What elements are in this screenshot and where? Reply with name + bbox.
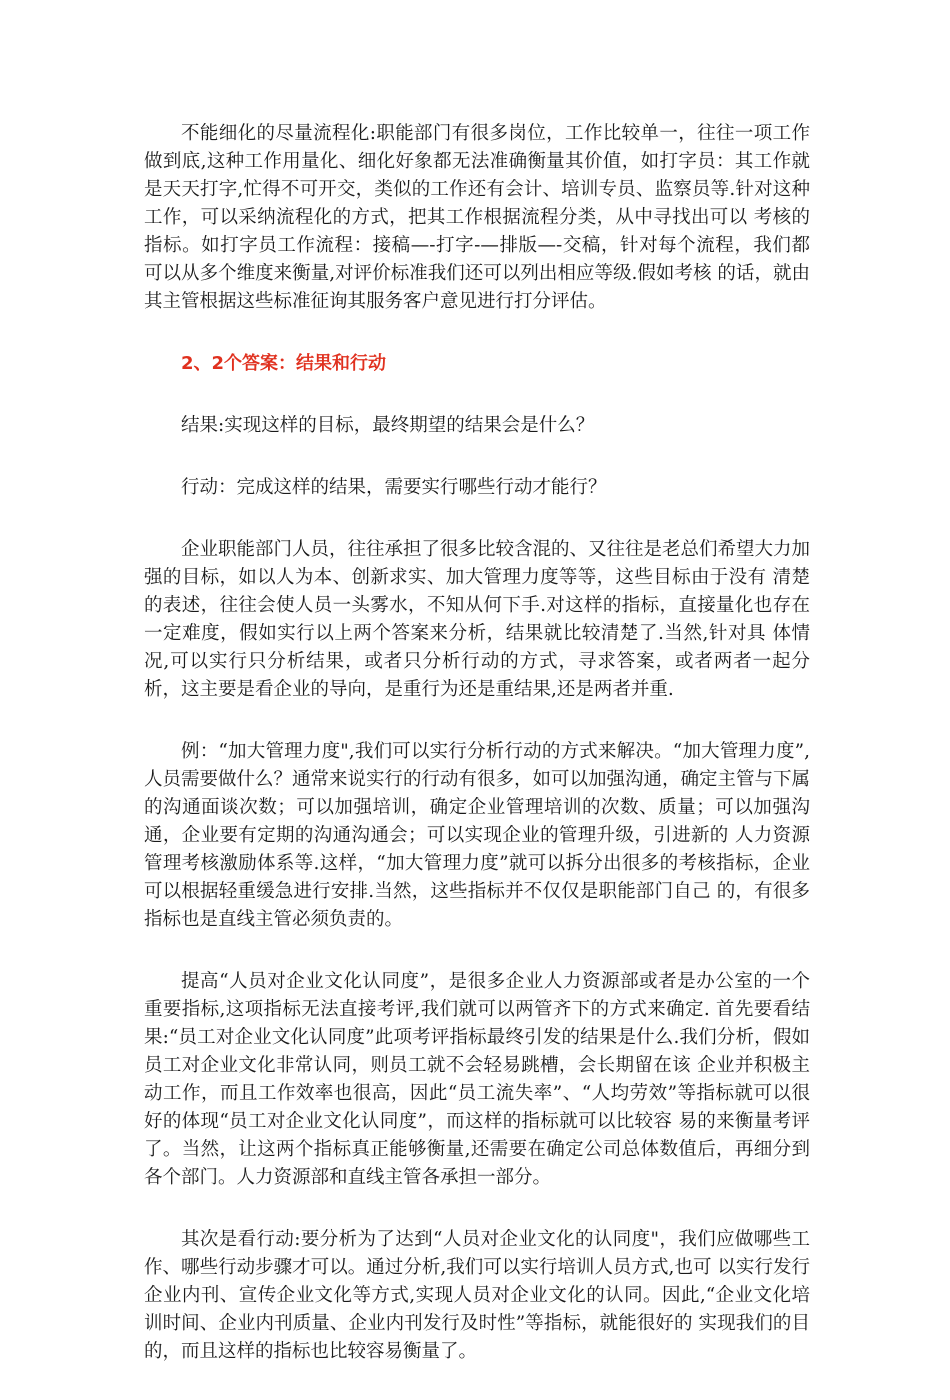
paragraph-culture-identity-results: 提高“人员对企业文化认同度”，是很多企业人力资源部或者是办公室的一个重要指标,这项指标无法直接考评,我们就可以两管齐下的方式来确定. 首先要看结果:“员工对企业文化认同度”此项考评指标最终引发的结果是什么.我们分析，假如员工对企业文化非常认同，则员工就不会轻易跳槽，会长期留在该 企业并积极主动工作，而且工作效率也很高，因此“员工流失率”、“人均劳效”等指标就可以很好的体现“员工对企业文化认同度”，而这样的指标就可以比较容 易的来衡量考评了。当然，让这两个指标真正能够衡量,还需要在确定公司总体数值后，再细分到各个部门。人力资源部和直线主管各承担一部分。 — [144, 971, 810, 1188]
document-body — [144, 120, 810, 1400]
paragraph-process-based-indicators: 不能细化的尽量流程化:职能部门有很多岗位，工作比较单一，往往一项工作做到底,这种工作用量化、细化好象都无法准确衡量其价值，如打字员：其工作就是天天打字,忙得不可开交，类似的工作还有会计、培训专员、监察员等.针对这种工作，可以采纳流程化的方式，把其工作根据流程分类，从中寻找出可以 考核的指标。如打字员工作流程：接稿—-打字-—排版—-交稿，针对每个流程，我们都可以从多个维度来衡量,对评价标准我们还可以列出相应等级.假如考核 的话，就由其主管根据这些标准征询其服务客户意见进行打分评估。 — [144, 123, 810, 312]
section-heading: 2、2个答案：结果和行动 — [181, 353, 387, 374]
paragraph-management-example: 例：“加大管理力度",我们可以实行分析行动的方式来解决。“加大管理力度”,人员需要做什么？通常来说实行的行动有很多，如可以加强沟通，确定主管与下属的沟通面谈次数；可以加强培训，确定企业管理培训的次数、质量；可以加强沟通，企业要有定期的沟通沟通会；可以实现企业的管理升级，引进新的 人力资源管理考核激励体系等.这样，“加大管理力度”就可以拆分出很多的考核指标，企业可以根据轻重缓急进行安排.当然，这些指标并不仅仅是职能部门自己 的，有很多指标也是直线主管必须负责的。 — [144, 741, 811, 930]
paragraph-result-definition: 结果:实现这样的目标，最终期望的结果会是什么？ — [181, 415, 595, 436]
paragraph-functional-staff-goals: 企业职能部门人员，往往承担了很多比较含混的、又往往是老总们希望大力加强的目标，如以人为本、创新求实、加大管理力度等等，这些目标由于没有 清楚的表述，往往会使人员一头雾水，不知从何下手.对这样的指标，直接量化也存在一定难度，假如实行以上两个答案来分析，结果就比较清楚了.当然,针对具 体情况,可以实行只分析结果，或者只分析行动的方式，寻求答案，或者两者一起分析，这主要是看企业的导向，是重行为还是重结果,还是两者并重. — [144, 539, 811, 700]
paragraph-action-definition: 行动：完成这样的结果，需要实行哪些行动才能行？ — [181, 477, 607, 498]
paragraph-culture-identity-actions: 其次是看行动:要分析为了达到“人员对企业文化的认同度"，我们应做哪些工作、哪些行动步骤才可以。通过分析,我们可以实行培训人员方式,也可 以实行发行企业内刊、宣传企业文化等方式,实现人员对企业文化的认同。因此,“企业文化培训时间、企业内刊质量、企业内刊发行及时性”等指标，就能很好的 实现我们的目的，而且这样的指标也比较容易衡量了。 — [144, 1229, 810, 1362]
